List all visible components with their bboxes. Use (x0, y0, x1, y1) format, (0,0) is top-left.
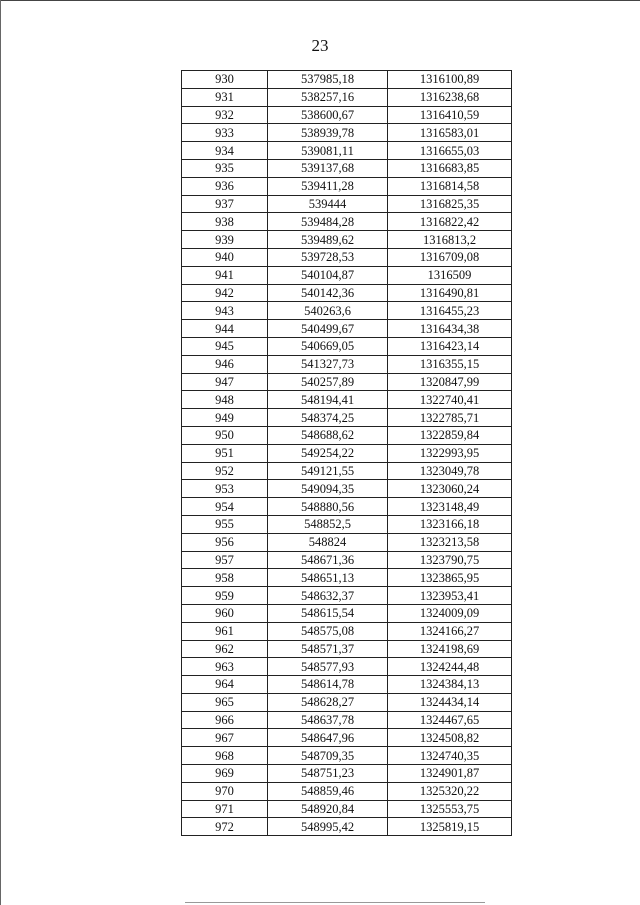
x-coordinate-cell: 548194,41 (268, 391, 388, 409)
point-number-cell: 953 (182, 480, 268, 498)
page-edge-bottom (185, 902, 485, 903)
table-row (182, 106, 512, 124)
x-coordinate-cell: 540263,6 (268, 302, 388, 320)
x-coordinate-cell: 549121,55 (268, 462, 388, 480)
table-row (182, 71, 512, 89)
table-row (182, 569, 512, 587)
y-coordinate-cell: 1316490,81 (388, 284, 512, 302)
y-coordinate-cell: 1325819,15 (388, 818, 512, 836)
table-row (182, 355, 512, 373)
point-number-cell: 932 (182, 106, 268, 124)
point-number-cell: 966 (182, 711, 268, 729)
x-coordinate-cell: 548614,78 (268, 676, 388, 694)
coordinates-table-body (182, 71, 512, 836)
point-number-cell: 952 (182, 462, 268, 480)
x-coordinate-cell: 538257,16 (268, 88, 388, 106)
point-number-cell: 954 (182, 498, 268, 516)
table-row (182, 515, 512, 533)
page-edge-left (0, 0, 1, 905)
table-row (182, 124, 512, 142)
y-coordinate-cell: 1316709,08 (388, 248, 512, 266)
table-row (182, 800, 512, 818)
point-number-cell: 949 (182, 409, 268, 427)
x-coordinate-cell: 540104,87 (268, 266, 388, 284)
point-number-cell: 937 (182, 195, 268, 213)
table-row (182, 604, 512, 622)
x-coordinate-cell: 548575,08 (268, 622, 388, 640)
point-number-cell: 947 (182, 373, 268, 391)
point-number-cell: 942 (182, 284, 268, 302)
point-number-cell: 950 (182, 426, 268, 444)
point-number-cell: 971 (182, 800, 268, 818)
point-number-cell: 934 (182, 142, 268, 160)
y-coordinate-cell: 1316583,01 (388, 124, 512, 142)
y-coordinate-cell: 1324740,35 (388, 747, 512, 765)
x-coordinate-cell: 538600,67 (268, 106, 388, 124)
y-coordinate-cell: 1324384,13 (388, 676, 512, 694)
x-coordinate-cell: 540257,89 (268, 373, 388, 391)
y-coordinate-cell: 1323213,58 (388, 533, 512, 551)
x-coordinate-cell: 540669,05 (268, 337, 388, 355)
table-row (182, 213, 512, 231)
table-row (182, 373, 512, 391)
point-number-cell: 964 (182, 676, 268, 694)
x-coordinate-cell: 548571,37 (268, 640, 388, 658)
table-row (182, 498, 512, 516)
x-coordinate-cell: 538939,78 (268, 124, 388, 142)
point-number-cell: 941 (182, 266, 268, 284)
x-coordinate-cell: 548880,56 (268, 498, 388, 516)
point-number-cell: 961 (182, 622, 268, 640)
point-number-cell: 968 (182, 747, 268, 765)
table-row (182, 337, 512, 355)
point-number-cell: 940 (182, 248, 268, 266)
x-coordinate-cell: 539081,11 (268, 142, 388, 160)
y-coordinate-cell: 1316238,68 (388, 88, 512, 106)
x-coordinate-cell: 548920,84 (268, 800, 388, 818)
table-row (182, 248, 512, 266)
y-coordinate-cell: 1324434,14 (388, 693, 512, 711)
y-coordinate-cell: 1316655,03 (388, 142, 512, 160)
point-number-cell: 963 (182, 658, 268, 676)
point-number-cell: 955 (182, 515, 268, 533)
point-number-cell: 970 (182, 782, 268, 800)
y-coordinate-cell: 1316355,15 (388, 355, 512, 373)
table-row (182, 266, 512, 284)
y-coordinate-cell: 1316825,35 (388, 195, 512, 213)
point-number-cell: 960 (182, 604, 268, 622)
table-row (182, 409, 512, 427)
table-row (182, 658, 512, 676)
table-row (182, 782, 512, 800)
table-row (182, 747, 512, 765)
x-coordinate-cell: 548637,78 (268, 711, 388, 729)
y-coordinate-cell: 1316822,42 (388, 213, 512, 231)
table-row (182, 284, 512, 302)
point-number-cell: 936 (182, 177, 268, 195)
y-coordinate-cell: 1322993,95 (388, 444, 512, 462)
x-coordinate-cell: 548577,93 (268, 658, 388, 676)
table-row (182, 302, 512, 320)
x-coordinate-cell: 548859,46 (268, 782, 388, 800)
y-coordinate-cell: 1316434,38 (388, 320, 512, 338)
x-coordinate-cell: 549094,35 (268, 480, 388, 498)
x-coordinate-cell: 548628,27 (268, 693, 388, 711)
y-coordinate-cell: 1323953,41 (388, 587, 512, 605)
point-number-cell: 951 (182, 444, 268, 462)
y-coordinate-cell: 1316410,59 (388, 106, 512, 124)
y-coordinate-cell: 1324009,09 (388, 604, 512, 622)
x-coordinate-cell: 539444 (268, 195, 388, 213)
point-number-cell: 938 (182, 213, 268, 231)
y-coordinate-cell: 1324508,82 (388, 729, 512, 747)
y-coordinate-cell: 1316683,85 (388, 159, 512, 177)
x-coordinate-cell: 548852,5 (268, 515, 388, 533)
y-coordinate-cell: 1325553,75 (388, 800, 512, 818)
x-coordinate-cell: 549254,22 (268, 444, 388, 462)
coordinates-table (181, 70, 512, 836)
table-row (182, 551, 512, 569)
y-coordinate-cell: 1324901,87 (388, 765, 512, 783)
x-coordinate-cell: 548688,62 (268, 426, 388, 444)
y-coordinate-cell: 1323049,78 (388, 462, 512, 480)
y-coordinate-cell: 1324244,48 (388, 658, 512, 676)
y-coordinate-cell: 1325320,22 (388, 782, 512, 800)
x-coordinate-cell: 548615,54 (268, 604, 388, 622)
x-coordinate-cell: 539411,28 (268, 177, 388, 195)
page-edge-top (0, 0, 640, 1)
x-coordinate-cell: 548995,42 (268, 818, 388, 836)
y-coordinate-cell: 1316813,2 (388, 231, 512, 249)
y-coordinate-cell: 1316423,14 (388, 337, 512, 355)
table-row (182, 444, 512, 462)
table-row (182, 587, 512, 605)
table-row (182, 159, 512, 177)
y-coordinate-cell: 1324467,65 (388, 711, 512, 729)
x-coordinate-cell: 548751,23 (268, 765, 388, 783)
point-number-cell: 945 (182, 337, 268, 355)
y-coordinate-cell: 1322740,41 (388, 391, 512, 409)
x-coordinate-cell: 548374,25 (268, 409, 388, 427)
point-number-cell: 958 (182, 569, 268, 587)
table-row (182, 177, 512, 195)
y-coordinate-cell: 1320847,99 (388, 373, 512, 391)
table-row (182, 391, 512, 409)
point-number-cell: 956 (182, 533, 268, 551)
y-coordinate-cell: 1316814,58 (388, 177, 512, 195)
x-coordinate-cell: 539484,28 (268, 213, 388, 231)
table-row (182, 693, 512, 711)
y-coordinate-cell: 1322859,84 (388, 426, 512, 444)
y-coordinate-cell: 1316509 (388, 266, 512, 284)
table-row (182, 426, 512, 444)
table-row (182, 818, 512, 836)
x-coordinate-cell: 541327,73 (268, 355, 388, 373)
table-row (182, 640, 512, 658)
table-row (182, 533, 512, 551)
x-coordinate-cell: 540142,36 (268, 284, 388, 302)
y-coordinate-cell: 1323166,18 (388, 515, 512, 533)
table-row (182, 195, 512, 213)
point-number-cell: 969 (182, 765, 268, 783)
table-row (182, 711, 512, 729)
point-number-cell: 944 (182, 320, 268, 338)
x-coordinate-cell: 548651,13 (268, 569, 388, 587)
y-coordinate-cell: 1316100,89 (388, 71, 512, 89)
x-coordinate-cell: 548709,35 (268, 747, 388, 765)
point-number-cell: 933 (182, 124, 268, 142)
y-coordinate-cell: 1322785,71 (388, 409, 512, 427)
y-coordinate-cell: 1323865,95 (388, 569, 512, 587)
x-coordinate-cell: 548671,36 (268, 551, 388, 569)
y-coordinate-cell: 1324166,27 (388, 622, 512, 640)
y-coordinate-cell: 1316455,23 (388, 302, 512, 320)
table-row (182, 729, 512, 747)
table-row (182, 622, 512, 640)
point-number-cell: 962 (182, 640, 268, 658)
point-number-cell: 930 (182, 71, 268, 89)
point-number-cell: 943 (182, 302, 268, 320)
x-coordinate-cell: 540499,67 (268, 320, 388, 338)
y-coordinate-cell: 1323060,24 (388, 480, 512, 498)
x-coordinate-cell: 537985,18 (268, 71, 388, 89)
point-number-cell: 959 (182, 587, 268, 605)
table-row (182, 142, 512, 160)
table-row (182, 480, 512, 498)
point-number-cell: 948 (182, 391, 268, 409)
point-number-cell: 946 (182, 355, 268, 373)
y-coordinate-cell: 1323148,49 (388, 498, 512, 516)
point-number-cell: 935 (182, 159, 268, 177)
x-coordinate-cell: 539489,62 (268, 231, 388, 249)
y-coordinate-cell: 1324198,69 (388, 640, 512, 658)
page-number: 23 (311, 36, 329, 55)
x-coordinate-cell: 548632,37 (268, 587, 388, 605)
point-number-cell: 939 (182, 231, 268, 249)
table-row (182, 88, 512, 106)
point-number-cell: 931 (182, 88, 268, 106)
point-number-cell: 965 (182, 693, 268, 711)
table-row (182, 231, 512, 249)
x-coordinate-cell: 548647,96 (268, 729, 388, 747)
table-row (182, 765, 512, 783)
point-number-cell: 967 (182, 729, 268, 747)
x-coordinate-cell: 539728,53 (268, 248, 388, 266)
y-coordinate-cell: 1323790,75 (388, 551, 512, 569)
table-row (182, 676, 512, 694)
point-number-cell: 972 (182, 818, 268, 836)
table-row (182, 462, 512, 480)
point-number-cell: 957 (182, 551, 268, 569)
table-row (182, 320, 512, 338)
x-coordinate-cell: 539137,68 (268, 159, 388, 177)
x-coordinate-cell: 548824 (268, 533, 388, 551)
